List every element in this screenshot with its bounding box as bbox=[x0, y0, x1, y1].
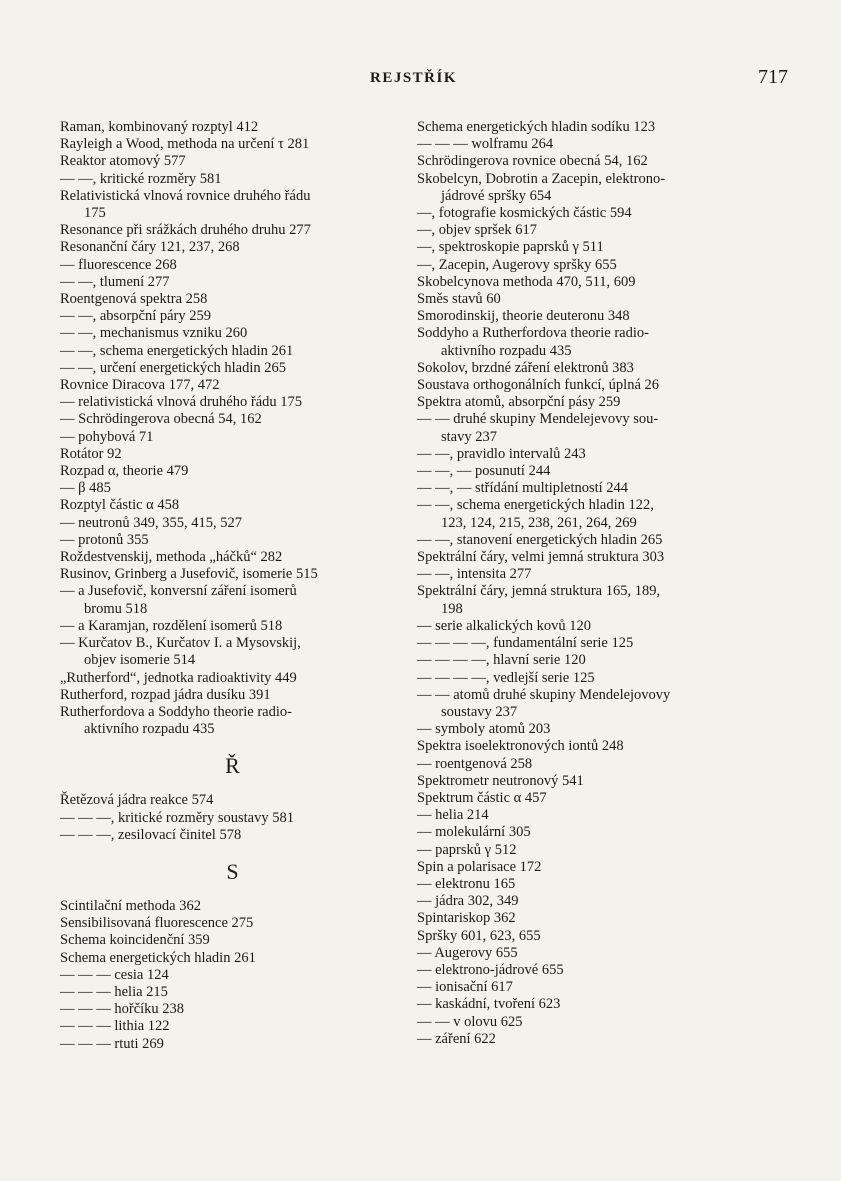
index-entry: Skobelcyn, Dobrotin a Zacepin, elektrono- bbox=[417, 170, 666, 187]
letter-heading-rz: Ř bbox=[225, 753, 240, 779]
index-entry: Smorodinskij, theorie deuteronu 348 bbox=[417, 308, 630, 325]
index-entry: —, objev spršek 617 bbox=[417, 222, 538, 239]
index-entry: Spektrum částic α 457 bbox=[417, 789, 547, 806]
index-entry: — — — —, fundamentální serie 125 bbox=[417, 635, 634, 652]
index-entry: jádrové spršky 654 bbox=[441, 187, 552, 204]
index-entry: — Augerovy 655 bbox=[417, 944, 518, 961]
index-entry: — neutronů 349, 355, 415, 527 bbox=[60, 514, 243, 531]
index-entry: stavy 237 bbox=[441, 428, 497, 445]
index-entry: — — — —, vedlejší serie 125 bbox=[417, 669, 595, 686]
index-entry: Rozptyl částic α 458 bbox=[60, 497, 180, 514]
index-entry: — —, schema energetických hladin 122, bbox=[417, 497, 654, 514]
index-entry: — —, intensita 277 bbox=[417, 566, 532, 583]
index-entry: — — v olovu 625 bbox=[417, 1013, 523, 1030]
index-entry: Spintariskop 362 bbox=[417, 910, 516, 927]
index-entry: — — —, kritické rozměry soustavy 581 bbox=[60, 809, 294, 826]
index-entry: Rovnice Diracova 177, 472 bbox=[60, 377, 220, 394]
index-entry: — helia 214 bbox=[417, 807, 489, 824]
index-entry: 175 bbox=[84, 205, 106, 222]
index-entry: Roždestvenskij, methoda „háčků“ 282 bbox=[60, 549, 283, 566]
index-entry: — — — cesia 124 bbox=[60, 966, 169, 983]
index-entry: Sokolov, brzdné záření elektronů 383 bbox=[417, 359, 634, 376]
index-entry: —, Zacepin, Augerovy spršky 655 bbox=[417, 256, 617, 273]
index-entry: — — —, zesilovací činitel 578 bbox=[60, 826, 242, 843]
index-entry: — elektrono-jádrové 655 bbox=[417, 961, 564, 978]
index-entry: Skobelcynova methoda 470, 511, 609 bbox=[417, 273, 636, 290]
index-entry: — β 485 bbox=[60, 480, 111, 497]
index-entry: — —, tlumení 277 bbox=[60, 273, 170, 290]
index-entry: Spršky 601, 623, 655 bbox=[417, 927, 541, 944]
index-entry: Rusinov, Grinberg a Jusefovič, isomerie 515 bbox=[60, 566, 318, 583]
index-entry: — kaskádní, tvoření 623 bbox=[417, 996, 561, 1013]
index-entry: bromu 518 bbox=[84, 600, 148, 617]
index-entry: Rutherford, rozpad jádra dusíku 391 bbox=[60, 686, 271, 703]
index-entry: —, spektroskopie paprsků γ 511 bbox=[417, 239, 604, 256]
index-entry: Spektrální čáry, jemná struktura 165, 189, bbox=[417, 583, 661, 600]
index-entry: — pohybová 71 bbox=[60, 428, 154, 445]
index-entry: Schema koincidenční 359 bbox=[60, 932, 210, 949]
index-entry: — —, pravidlo intervalů 243 bbox=[417, 445, 586, 462]
index-entry: „Rutherford“, jednotka radioaktivity 449 bbox=[60, 669, 297, 686]
index-entry: Řetězová jádra reakce 574 bbox=[60, 792, 214, 809]
index-entry: — —, — posunutí 244 bbox=[417, 463, 551, 480]
index-group-r bbox=[60, 119, 405, 738]
index-entry: Resonance při srážkách druhého druhu 277 bbox=[60, 222, 311, 239]
index-entry: Rozpad α, theorie 479 bbox=[60, 463, 189, 480]
index-entry: — —, schema energetických hladin 261 bbox=[60, 342, 294, 359]
index-group-s bbox=[60, 898, 405, 1053]
index-entry: — elektronu 165 bbox=[417, 875, 516, 892]
index-entry: — —, kritické rozměry 581 bbox=[60, 170, 222, 187]
index-entry: Scintilační methoda 362 bbox=[60, 897, 201, 914]
index-entry: — Schrödingerova obecná 54, 162 bbox=[60, 411, 262, 428]
index-entry: — protonů 355 bbox=[60, 531, 149, 548]
index-entry: Spektra isoelektronových iontů 248 bbox=[417, 738, 624, 755]
index-entry: — — atomů druhé skupiny Mendelejovovy bbox=[417, 686, 671, 703]
index-entry: — —, určení energetických hladin 265 bbox=[60, 359, 287, 376]
index-group-right bbox=[417, 119, 772, 1048]
index-entry: — a Jusefovič, konversní záření isomerů bbox=[60, 583, 297, 600]
index-entry: objev isomerie 514 bbox=[84, 652, 196, 669]
index-entry: Spektra atomů, absorpční pásy 259 bbox=[417, 394, 621, 411]
index-entry: 198 bbox=[441, 600, 463, 617]
page-number: 717 bbox=[758, 66, 788, 88]
index-entry: Soddyho a Rutherfordova theorie radio- bbox=[417, 325, 649, 342]
index-entry: Schrödingerova rovnice obecná 54, 162 bbox=[417, 153, 648, 170]
index-entry: — Kurčatov B., Kurčatov I. a Mysovskij, bbox=[60, 635, 301, 652]
index-entry: Relativistická vlnová rovnice druhého řádu bbox=[60, 187, 311, 204]
letter-heading-s: S bbox=[226, 858, 239, 884]
index-entry: — relativistická vlnová druhého řádu 175 bbox=[60, 394, 303, 411]
index-entry: — záření 622 bbox=[417, 1030, 496, 1047]
index-entry: Soustava orthogonálních funkcí, úplná 26 bbox=[417, 377, 660, 394]
index-entry: aktivního rozpadu 435 bbox=[441, 342, 572, 359]
index-group-rz bbox=[60, 792, 405, 844]
index-entry: — — — —, hlavní serie 120 bbox=[417, 652, 586, 669]
index-entry: aktivního rozpadu 435 bbox=[84, 721, 215, 738]
index-entry: — paprsků γ 512 bbox=[417, 841, 517, 858]
index-entry: Sensibilisovaná fluorescence 275 bbox=[60, 915, 254, 932]
index-entry: — —, absorpční páry 259 bbox=[60, 308, 212, 325]
index-entry: Roentgenová spektra 258 bbox=[60, 291, 208, 308]
index-entry: — — — helia 215 bbox=[60, 983, 168, 1000]
index-entry: — molekulární 305 bbox=[417, 824, 531, 841]
index-entry: Raman, kombinovaný rozptyl 412 bbox=[60, 119, 259, 135]
index-entry: soustavy 237 bbox=[441, 703, 518, 720]
index-entry: — jádra 302, 349 bbox=[417, 893, 519, 910]
index-entry: — roentgenová 258 bbox=[417, 755, 533, 772]
index-entry: — serie alkalických kovů 120 bbox=[417, 617, 591, 634]
index-entry: — —, — střídání multipletností 244 bbox=[417, 480, 629, 497]
index-entry: —, fotografie kosmických částic 594 bbox=[417, 205, 632, 222]
index-entry: — — druhé skupiny Mendelejevovy sou- bbox=[417, 411, 659, 428]
index-entry: — —, mechanismus vzniku 260 bbox=[60, 325, 248, 342]
index-entry: — — — lithia 122 bbox=[60, 1018, 170, 1035]
index-entry: — —, stanovení energetických hladin 265 bbox=[417, 531, 663, 548]
index-entry: Resonanční čáry 121, 237, 268 bbox=[60, 239, 240, 256]
index-entry: Rutherfordova a Soddyho theorie radio- bbox=[60, 703, 292, 720]
index-entry: 123, 124, 215, 238, 261, 264, 269 bbox=[441, 514, 637, 531]
index-entry: — symboly atomů 203 bbox=[417, 721, 551, 738]
index-entry: — ionisační 617 bbox=[417, 979, 513, 996]
index-entry: Spin a polarisace 172 bbox=[417, 858, 542, 875]
left-column bbox=[60, 119, 405, 1053]
index-entry: Směs stavů 60 bbox=[417, 291, 501, 308]
running-header: REJSTŘÍK bbox=[370, 70, 458, 86]
index-entry: Schema energetických hladin 261 bbox=[60, 949, 256, 966]
index-entry: Spektrální čáry, velmi jemná struktura 303 bbox=[417, 549, 665, 566]
index-entry: Spektrometr neutronový 541 bbox=[417, 772, 584, 789]
index-entry: Schema energetických hladin sodíku 123 bbox=[417, 119, 656, 135]
index-entry: Rayleigh a Wood, methoda na určení τ 281 bbox=[60, 136, 310, 153]
index-entry: Reaktor atomový 577 bbox=[60, 153, 186, 170]
index-entry: Rotátor 92 bbox=[60, 445, 122, 462]
index-entry: — fluorescence 268 bbox=[60, 256, 177, 273]
index-entry: — a Karamjan, rozdělení isomerů 518 bbox=[60, 617, 283, 634]
index-entry: — — — hořčíku 238 bbox=[60, 1001, 185, 1018]
index-entry: — — — wolframu 264 bbox=[417, 136, 554, 153]
index-entry: — — — rtuti 269 bbox=[60, 1035, 164, 1052]
right-column bbox=[417, 119, 772, 1048]
